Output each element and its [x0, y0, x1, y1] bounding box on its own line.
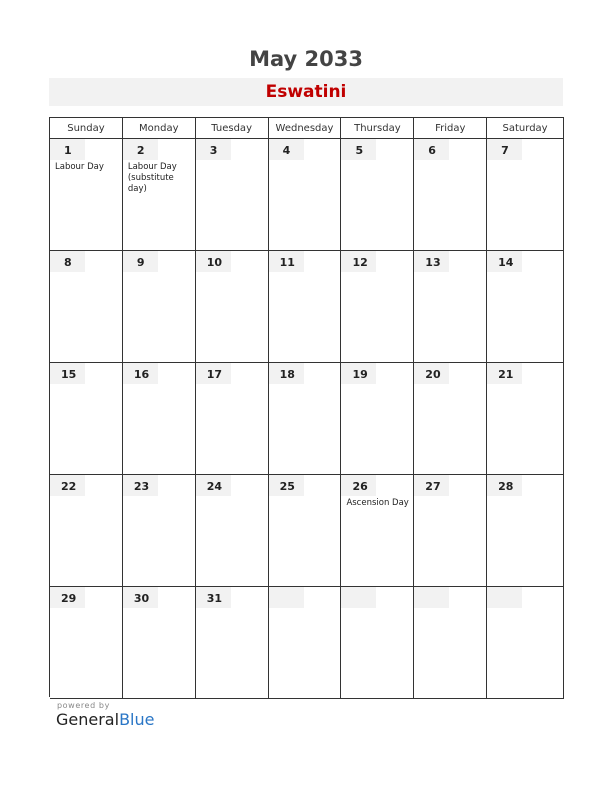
page-title: May 2033: [249, 47, 363, 71]
day-number: 12: [352, 256, 368, 269]
weekday-header-wednesday: Wednesday: [269, 118, 342, 139]
day-number: 22: [61, 480, 77, 493]
day-number: 15: [61, 368, 77, 381]
day-number: 17: [206, 368, 223, 381]
week-row: [50, 139, 564, 251]
day-cell: [123, 139, 196, 251]
day-cell: [123, 587, 196, 699]
day-number-band: [487, 587, 522, 608]
day-number: 6: [428, 144, 436, 157]
day-cell: [487, 139, 564, 251]
day-cell: [50, 587, 123, 699]
week-row: [50, 587, 564, 699]
day-cell: [50, 363, 123, 475]
day-number: 14: [498, 256, 514, 269]
day-cell: [341, 363, 414, 475]
holiday-label: Labour Day: [55, 162, 104, 172]
day-cell: [269, 475, 342, 587]
day-cell: [414, 587, 487, 699]
day-number-band: [341, 587, 376, 608]
week-row: [50, 251, 564, 363]
day-number: 24: [206, 480, 223, 493]
day-number: 11: [279, 256, 295, 269]
day-number: 1: [64, 144, 72, 157]
holiday-label: Ascension Day: [346, 498, 409, 508]
day-cell: [414, 139, 487, 251]
day-cell: [196, 139, 269, 251]
day-number: 21: [498, 368, 514, 381]
day-cell: [196, 251, 269, 363]
brand-blue-text: Blue: [119, 710, 155, 729]
day-number: 5: [355, 144, 364, 157]
day-number: 8: [64, 256, 72, 269]
day-number: 9: [136, 256, 145, 269]
day-cell: [341, 475, 414, 587]
weekday-header-row: [50, 118, 564, 139]
day-cell: [269, 363, 342, 475]
day-cell: [341, 139, 414, 251]
day-cell: [487, 475, 564, 587]
day-cell: [123, 475, 196, 587]
weekday-header-tuesday: Tuesday: [196, 118, 269, 139]
day-cell: [123, 363, 196, 475]
weekday-header-saturday: Saturday: [487, 118, 564, 139]
country-banner: [49, 78, 563, 106]
day-number: 28: [498, 480, 514, 493]
weekday-header-sunday: Sunday: [50, 118, 123, 139]
day-number: 20: [425, 368, 441, 381]
day-number: 10: [206, 256, 223, 269]
day-number-band: [414, 587, 449, 608]
brand-general-text: General: [56, 710, 120, 729]
week-row: [50, 363, 564, 475]
footer-branding: [56, 701, 154, 729]
day-number: 25: [279, 480, 295, 493]
day-cell: [269, 251, 342, 363]
day-number: 27: [425, 480, 441, 493]
day-cell: [414, 251, 487, 363]
weeks-container: [50, 139, 564, 699]
day-cell: [414, 475, 487, 587]
day-number: 16: [133, 368, 150, 381]
country-name: Eswatini: [265, 82, 347, 102]
weekday-header-monday: Monday: [123, 118, 196, 139]
day-cell: [269, 587, 342, 699]
powered-by-text: powered by: [57, 701, 110, 710]
day-cell: [341, 587, 414, 699]
day-number: 7: [501, 144, 509, 157]
day-number: 23: [133, 480, 150, 493]
day-number-band: [269, 587, 304, 608]
day-number: 3: [209, 144, 218, 157]
day-cell: [487, 587, 564, 699]
day-cell: [50, 251, 123, 363]
day-number: 13: [425, 256, 441, 269]
weekday-header-friday: Friday: [414, 118, 487, 139]
day-cell: [487, 363, 564, 475]
day-number: 26: [352, 480, 368, 493]
day-cell: [196, 587, 269, 699]
holiday-label: Labour Day (substitute day): [127, 162, 177, 194]
day-cell: [487, 251, 564, 363]
weekday-header-thursday: Thursday: [341, 118, 414, 139]
day-number: 2: [136, 144, 145, 157]
day-cell: [414, 363, 487, 475]
day-cell: [341, 251, 414, 363]
brand-logo: [56, 711, 154, 729]
day-cell: [123, 251, 196, 363]
day-number: 30: [133, 592, 150, 605]
day-cell: [50, 475, 123, 587]
week-row: [50, 475, 564, 587]
day-cell: [269, 139, 342, 251]
day-number: 29: [61, 592, 77, 605]
day-number: 4: [282, 144, 291, 157]
day-number: 18: [279, 368, 295, 381]
day-number: 19: [352, 368, 368, 381]
day-cell: [196, 475, 269, 587]
calendar-grid: [49, 117, 564, 697]
day-cell: [50, 139, 123, 251]
day-cell: [196, 363, 269, 475]
day-number: 31: [206, 592, 223, 605]
